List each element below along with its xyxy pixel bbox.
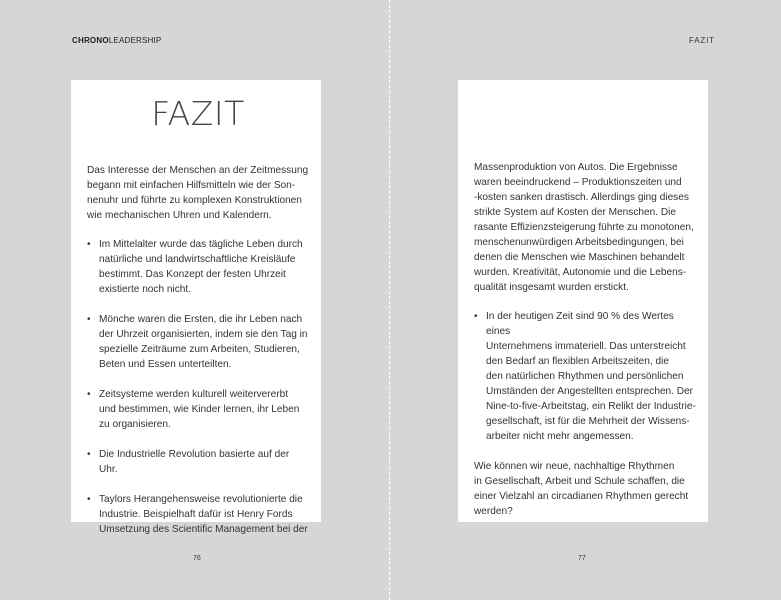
bullet-dot-icon: • [87, 239, 91, 250]
continuation-paragraph: Massenproduktion von Autos. Die Ergebnisse waren beeindruckend – Produktionszeiten und -kosten sanken drastisch. Allerdings ging dieses strikte System auf Kosten der Menschen. Die rasante Effizienzsteigerung führte zu monotonen, menschenunwürdigen Arbeitsbedingungen, bei denen die Menschen wie Maschinen behandelt wurden. Kreativität, Autonomie und die Lebens- qualität insgesamt wurden erstickt. [474, 162, 694, 293]
list-item [474, 309, 696, 444]
left-content-card [71, 80, 321, 535]
spine-divider [389, 0, 390, 600]
logo-bold-text: CHRONO [72, 36, 109, 45]
section-label: FAZIT [689, 36, 715, 45]
list-item [87, 312, 309, 372]
list-item [87, 492, 309, 537]
page-number-right: 77 [578, 555, 586, 562]
list-item-text: Taylors Herangehensweise revolutionierte die Industrie. Beispielhaft dafür ist Henry Fords Umsetzung des Scientific Management bei der [99, 494, 308, 535]
header-logo [72, 36, 161, 45]
bullet-dot-icon: • [474, 311, 478, 322]
list-item [87, 387, 309, 432]
bullet-dot-icon: • [87, 449, 91, 460]
list-item [87, 237, 309, 297]
bullet-dot-icon: • [87, 314, 91, 325]
bullet-dot-icon: • [87, 389, 91, 400]
list-item-text: Die Industrielle Revolution basierte auf der Uhr. [99, 449, 290, 475]
list-item [87, 447, 309, 477]
right-page [391, 0, 781, 600]
left-bullet-list [87, 237, 309, 537]
list-item-text: Mönche waren die Ersten, die ihr Leben nach der Uhrzeit organisierten, indem sie den Tag in spezielle Zeiträume zum Arbeiten, Studieren, Beten und Essen unterteilten. [99, 314, 308, 370]
list-item-text: Zeitsysteme werden kulturell weitervererbt und bestimmen, wie Kinder lernen, ihr Leben zu organisieren. [99, 389, 300, 430]
page-number-left: 76 [193, 555, 201, 562]
right-content-card [458, 80, 708, 522]
list-item-text: In der heutigen Zeit sind 90 % des Wertes eines Unternehmens immateriell. Das unterstreicht den Bedarf an flexiblen Arbeitszeiten, die den natürlichen Rhythmen und persönlichen Umständen der Angestellten entsprechen. Der Nine-to-five-Arbeitstag, ein Relikt der Industrie- gesellschaft, ist für die Mehrheit der Wissens- arbeiter nicht mehr angemessen. [486, 311, 696, 442]
left-page [0, 0, 390, 600]
bullet-dot-icon: • [87, 494, 91, 505]
logo-rest-text: LEADERSHIP [108, 36, 162, 45]
right-bullet-list [474, 309, 696, 444]
intro-paragraph: Das Interesse der Menschen an der Zeitmessung begann mit einfachen Hilfsmitteln wie der Son- nenuhr und führte zu komplexen Konstruktionen wie mechanischen Uhren und Kalendern. [87, 165, 309, 221]
list-item-text: Im Mittelalter wurde das tägliche Leben durch natürliche und landwirtschaftliche Kreisläufe bestimmt. Das Konzept der festen Uhrzeit existierte noch nicht. [99, 239, 303, 295]
closing-question: Wie können wir neue, nachhaltige Rhythmen in Gesellschaft, Arbeit und Schule schaffen, die einer Vielzahl an circadianen Rhythmen gerecht werden? [474, 461, 689, 517]
page-title: FAZIT [151, 94, 245, 133]
